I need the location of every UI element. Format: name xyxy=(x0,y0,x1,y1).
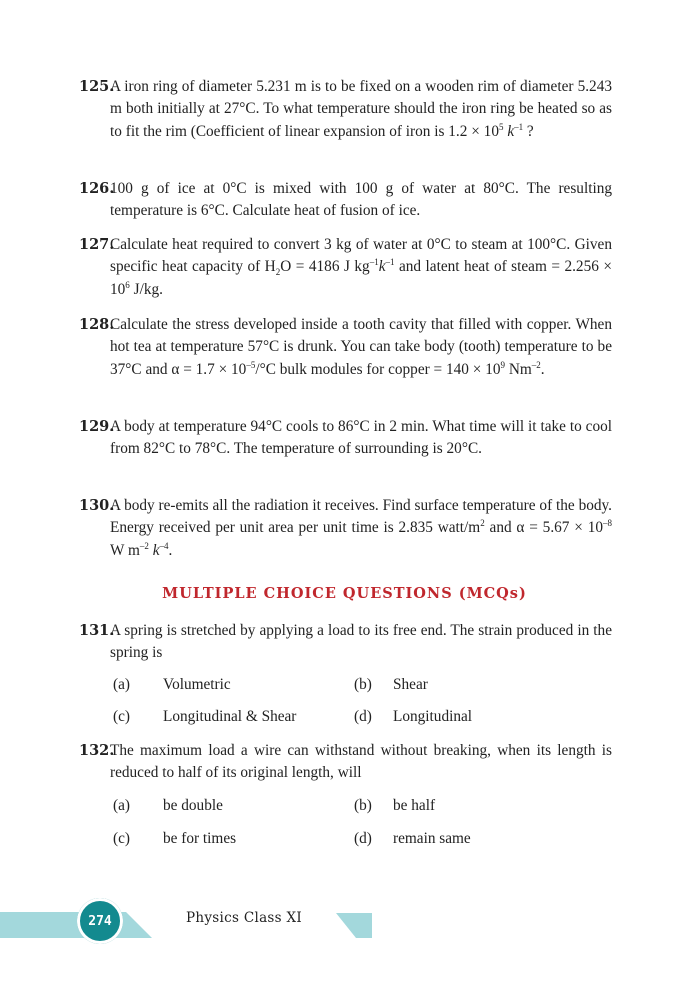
question-text xyxy=(110,234,612,301)
text-segment: –4 xyxy=(159,540,169,551)
mcq-option xyxy=(354,828,471,850)
text-segment: A iron ring of diameter 5.231 m is to be fixed on a wooden rim of diameter 5.243 m both initially at 27°C. To what temperature should the iron ring be heated so as to fit the rim (Coefficient of linear expansion of iron is 1.2 × 10 xyxy=(110,78,612,140)
text-segment: ? xyxy=(523,122,534,140)
question-number: 131. xyxy=(79,622,115,639)
text-segment: and latent heat of steam = 2.256 × 10 xyxy=(110,258,612,298)
question-text xyxy=(110,416,612,461)
question-text xyxy=(110,620,612,665)
question xyxy=(79,178,612,223)
text-segment: W m xyxy=(110,541,140,559)
option-text: Longitudinal xyxy=(393,708,473,725)
question-number: 132. xyxy=(79,742,115,759)
question xyxy=(79,76,612,143)
text-segment: . xyxy=(540,360,545,378)
option-text: Shear xyxy=(393,676,428,693)
mcq-option xyxy=(113,795,223,817)
footer-band-right xyxy=(336,913,372,938)
text-segment: J/kg. xyxy=(129,280,163,298)
question-number: 128. xyxy=(79,316,115,333)
option-label: (c) xyxy=(113,830,130,847)
text-segment: –2 xyxy=(531,359,541,370)
text-segment: –5 xyxy=(246,359,256,370)
mcq-heading: MULTIPLE CHOICE QUESTIONS (MCQs) xyxy=(162,585,527,602)
option-text: remain same xyxy=(393,830,471,847)
text-segment: and α = 5.67 × 10 xyxy=(484,519,603,537)
option-label: (a) xyxy=(113,797,130,814)
mcq-option xyxy=(113,706,296,728)
text-segment: Calculate heat required to convert 3 kg of water at 0°C to steam at 100°C. Given specific heat capacity of H xyxy=(110,236,612,276)
question-text xyxy=(110,76,612,143)
page-number: 274 xyxy=(78,899,122,943)
question xyxy=(79,740,612,785)
mcq-option xyxy=(354,795,435,817)
text-segment: k xyxy=(378,258,386,276)
option-label: (c) xyxy=(113,708,130,725)
question-number: 126. xyxy=(79,180,115,197)
mcq-option xyxy=(113,674,231,696)
text-segment: –8 xyxy=(603,518,612,529)
footer-title: Physics Class XI xyxy=(186,910,303,926)
mcq-option xyxy=(354,706,472,728)
mcq-option xyxy=(354,674,428,696)
text-segment: 6 xyxy=(125,279,130,290)
text-segment: –1 xyxy=(369,257,379,268)
option-label: (a) xyxy=(113,676,130,693)
mcq-option xyxy=(113,828,236,850)
question xyxy=(79,234,612,301)
text-segment: Calculate the stress developed inside a tooth cavity that filled with copper. When hot tea at temperature 57°C is drunk. You can take body (tooth) temperature to be 37°C and α = 1.7 × 10 xyxy=(110,316,612,378)
question-text xyxy=(110,178,612,223)
text-segment: A spring is stretched by applying a load to its free end. The strain produced in the spring is xyxy=(110,622,612,662)
question-number: 130. xyxy=(79,497,115,514)
text-segment: –2 xyxy=(139,540,149,551)
text-segment: 5 xyxy=(498,121,504,132)
text-segment: A body at temperature 94°C cools to 86°C in 2 min. What time will it take to cool from 82°C to 78°C. The temperature of surrounding is 20°C. xyxy=(110,418,612,458)
option-text: be for times xyxy=(163,830,237,847)
text-segment: . xyxy=(168,541,173,559)
text-segment: 2 xyxy=(480,518,485,529)
question xyxy=(79,314,612,381)
question xyxy=(79,416,612,461)
question-number: 125. xyxy=(79,78,115,95)
question xyxy=(79,620,612,665)
option-label: (b) xyxy=(354,676,372,693)
option-text: Volumetric xyxy=(163,676,231,693)
option-label: (b) xyxy=(354,797,372,814)
text-segment: O = 4186 J kg xyxy=(280,258,370,276)
text-segment: –1 xyxy=(514,121,524,132)
text-segment: k xyxy=(507,122,515,140)
footer-band-left xyxy=(0,912,152,938)
text-segment: A body re-emits all the radiation it receives. Find surface temperature of the body. Energy received per unit area per unit time is 2.835 watt/m xyxy=(110,497,612,537)
option-text: be double xyxy=(163,797,223,814)
option-label: (d) xyxy=(354,708,372,725)
page-number-badge xyxy=(77,898,123,944)
option-text: be half xyxy=(393,797,436,814)
option-label: (d) xyxy=(354,830,372,847)
question-text xyxy=(110,495,612,562)
text-segment: 100 g of ice at 0°C is mixed with 100 g of water at 80°C. The resulting temperature is 6°C. Calculate heat of fusion of ice. xyxy=(110,180,612,220)
text-segment: /°C bulk modules for copper = 140 × 10 xyxy=(255,360,501,378)
text-segment: 9 xyxy=(500,359,505,370)
text-segment: 2 xyxy=(275,267,281,278)
question-text xyxy=(110,740,612,785)
text-segment: k xyxy=(152,541,160,559)
option-text: Longitudinal & Shear xyxy=(163,708,297,725)
question xyxy=(79,495,612,562)
text-segment: –1 xyxy=(385,257,395,268)
question-text xyxy=(110,314,612,381)
text-segment: Nm xyxy=(505,360,532,378)
text-segment: The maximum load a wire can withstand without breaking, when its length is reduced to half of its original length, will xyxy=(110,742,612,782)
question-number: 127. xyxy=(79,236,115,253)
question-number: 129. xyxy=(79,418,115,435)
